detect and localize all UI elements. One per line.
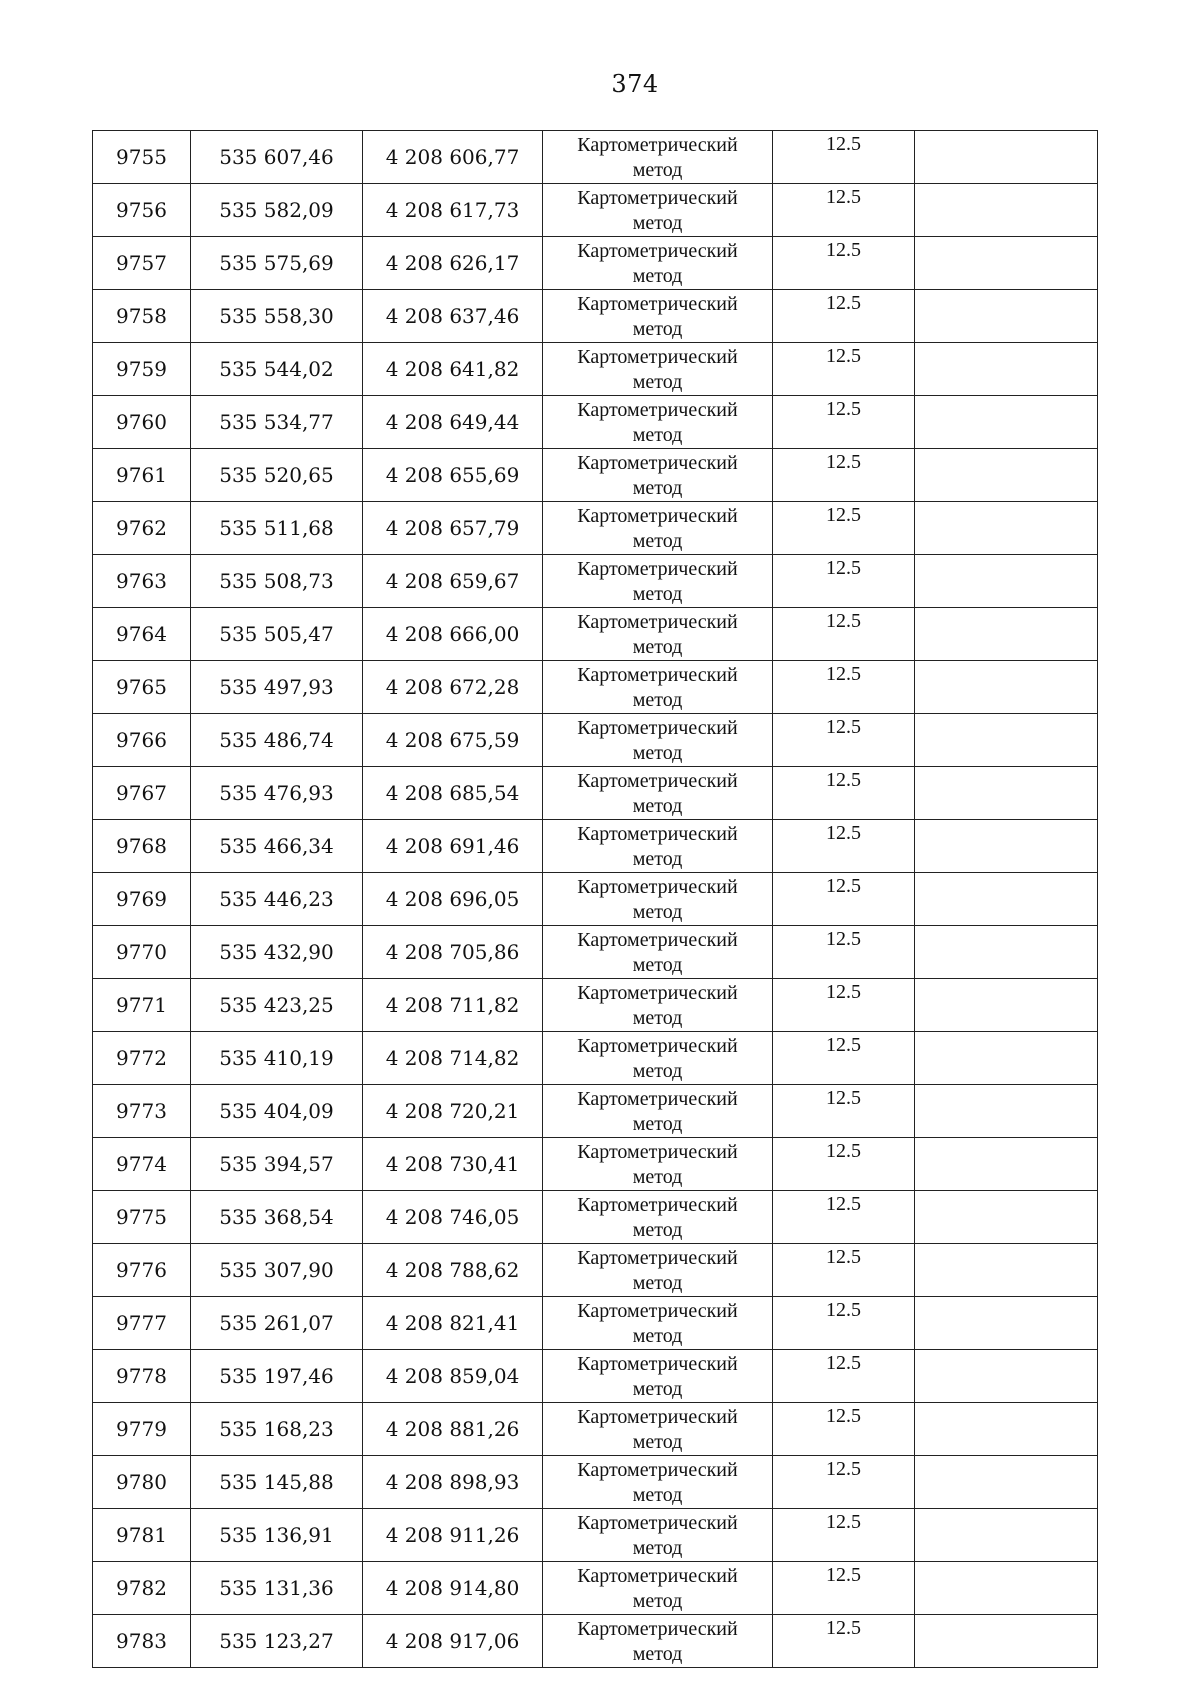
method-cell [543,237,773,290]
coordinate-x-cell: 535 544,02 [191,343,363,396]
method-line-2: метод [632,371,683,393]
method-line-2: метод [632,1590,683,1612]
method-line-2: метод [632,1378,683,1400]
method-line-1: Картометрический [577,187,738,209]
note-cell [915,979,1098,1032]
point-number-cell: 9757 [93,237,191,290]
method-line-2: метод [632,265,683,287]
accuracy-cell: 12.5 [773,1350,915,1403]
note-cell [915,1615,1098,1668]
method-cell [543,926,773,979]
note-cell [915,714,1098,767]
coordinate-x-cell: 535 486,74 [191,714,363,767]
method-cell [543,449,773,502]
table-row [93,608,1098,661]
method-cell [543,131,773,184]
method-cell [543,1085,773,1138]
note-cell [915,1509,1098,1562]
point-number-cell: 9758 [93,290,191,343]
table-row [93,1456,1098,1509]
coordinate-x-cell: 535 558,30 [191,290,363,343]
table-row [93,926,1098,979]
coordinate-x-cell: 535 505,47 [191,608,363,661]
method-line-1: Картометрический [577,240,738,262]
point-number-cell: 9781 [93,1509,191,1562]
method-line-2: метод [632,212,683,234]
method-line-1: Картометрический [577,134,738,156]
accuracy-cell: 12.5 [773,290,915,343]
method-line-2: метод [632,795,683,817]
coordinate-x-cell: 535 446,23 [191,873,363,926]
point-number-cell: 9761 [93,449,191,502]
method-line-1: Картометрический [577,982,738,1004]
coordinate-y-cell: 4 208 705,86 [363,926,543,979]
coordinate-y-cell: 4 208 714,82 [363,1032,543,1085]
coordinate-x-cell: 535 534,77 [191,396,363,449]
method-line-1: Картометрический [577,929,738,951]
coordinate-y-cell: 4 208 606,77 [363,131,543,184]
method-line-2: метод [632,689,683,711]
note-cell [915,767,1098,820]
coordinate-x-cell: 535 497,93 [191,661,363,714]
method-cell [543,1509,773,1562]
method-line-2: метод [632,1060,683,1082]
coordinate-y-cell: 4 208 675,59 [363,714,543,767]
note-cell [915,237,1098,290]
note-cell [915,926,1098,979]
method-cell [543,820,773,873]
point-number-cell: 9773 [93,1085,191,1138]
accuracy-cell: 12.5 [773,979,915,1032]
method-line-1: Картометрический [577,717,738,739]
method-line-1: Картометрический [577,1406,738,1428]
note-cell [915,873,1098,926]
note-cell [915,1191,1098,1244]
method-line-2: метод [632,636,683,658]
table-row [93,1297,1098,1350]
coordinate-x-cell: 535 145,88 [191,1456,363,1509]
accuracy-cell: 12.5 [773,1297,915,1350]
point-number-cell: 9782 [93,1562,191,1615]
coordinate-y-cell: 4 208 666,00 [363,608,543,661]
point-number-cell: 9783 [93,1615,191,1668]
coordinate-y-cell: 4 208 898,93 [363,1456,543,1509]
point-number-cell: 9768 [93,820,191,873]
coordinate-y-cell: 4 208 881,26 [363,1403,543,1456]
point-number-cell: 9771 [93,979,191,1032]
note-cell [915,555,1098,608]
table-row [93,1403,1098,1456]
accuracy-cell: 12.5 [773,449,915,502]
point-number-cell: 9780 [93,1456,191,1509]
method-cell [543,1138,773,1191]
method-cell [543,184,773,237]
accuracy-cell: 12.5 [773,767,915,820]
note-cell [915,396,1098,449]
table-row [93,237,1098,290]
point-number-cell: 9778 [93,1350,191,1403]
method-cell [543,1297,773,1350]
note-cell [915,502,1098,555]
method-line-1: Картометрический [577,1618,738,1640]
coordinate-x-cell: 535 197,46 [191,1350,363,1403]
coordinate-y-cell: 4 208 672,28 [363,661,543,714]
method-cell [543,767,773,820]
accuracy-cell: 12.5 [773,820,915,873]
note-cell [915,1032,1098,1085]
table-row [93,555,1098,608]
coordinate-y-cell: 4 208 720,21 [363,1085,543,1138]
point-number-cell: 9759 [93,343,191,396]
method-line-2: метод [632,848,683,870]
table-row [93,1509,1098,1562]
note-cell [915,1456,1098,1509]
note-cell [915,131,1098,184]
coordinate-y-cell: 4 208 914,80 [363,1562,543,1615]
coordinate-x-cell: 535 607,46 [191,131,363,184]
method-cell [543,979,773,1032]
coordinate-y-cell: 4 208 917,06 [363,1615,543,1668]
coordinate-x-cell: 535 476,93 [191,767,363,820]
method-line-1: Картометрический [577,1247,738,1269]
point-number-cell: 9772 [93,1032,191,1085]
method-line-1: Картометрический [577,558,738,580]
accuracy-cell: 12.5 [773,1138,915,1191]
method-cell [543,608,773,661]
table-row [93,396,1098,449]
accuracy-cell: 12.5 [773,131,915,184]
accuracy-cell: 12.5 [773,1456,915,1509]
method-line-2: метод [632,159,683,181]
method-line-1: Картометрический [577,664,738,686]
method-line-2: метод [632,1484,683,1506]
coordinate-y-cell: 4 208 859,04 [363,1350,543,1403]
method-cell [543,502,773,555]
method-line-2: метод [632,1007,683,1029]
point-number-cell: 9756 [93,184,191,237]
accuracy-cell: 12.5 [773,926,915,979]
accuracy-cell: 12.5 [773,555,915,608]
note-cell [915,343,1098,396]
accuracy-cell: 12.5 [773,1085,915,1138]
coordinate-y-cell: 4 208 788,62 [363,1244,543,1297]
accuracy-cell: 12.5 [773,502,915,555]
method-line-2: метод [632,742,683,764]
table-row [93,131,1098,184]
point-number-cell: 9779 [93,1403,191,1456]
table-row [93,343,1098,396]
coordinate-y-cell: 4 208 655,69 [363,449,543,502]
table-body [93,131,1098,1668]
coordinate-y-cell: 4 208 730,41 [363,1138,543,1191]
method-cell [543,555,773,608]
method-line-1: Картометрический [577,1512,738,1534]
note-cell [915,1562,1098,1615]
table-row [93,1032,1098,1085]
method-line-1: Картометрический [577,1035,738,1057]
table-row [93,820,1098,873]
method-line-2: метод [632,1643,683,1665]
table-row [93,1350,1098,1403]
table-row [93,1244,1098,1297]
coordinate-y-cell: 4 208 711,82 [363,979,543,1032]
method-line-2: метод [632,954,683,976]
coordinate-x-cell: 535 123,27 [191,1615,363,1668]
accuracy-cell: 12.5 [773,237,915,290]
coordinate-x-cell: 535 136,91 [191,1509,363,1562]
coordinate-x-cell: 535 466,34 [191,820,363,873]
coordinate-x-cell: 535 432,90 [191,926,363,979]
method-line-1: Картометрический [577,399,738,421]
table-row [93,1085,1098,1138]
point-number-cell: 9760 [93,396,191,449]
point-number-cell: 9762 [93,502,191,555]
method-line-2: метод [632,477,683,499]
accuracy-cell: 12.5 [773,1509,915,1562]
point-number-cell: 9770 [93,926,191,979]
coordinate-x-cell: 535 131,36 [191,1562,363,1615]
note-cell [915,1085,1098,1138]
note-cell [915,1403,1098,1456]
note-cell [915,661,1098,714]
coordinates-table [92,130,1098,1668]
table-row [93,449,1098,502]
accuracy-cell: 12.5 [773,184,915,237]
method-line-1: Картометрический [577,346,738,368]
method-line-1: Картометрический [577,823,738,845]
coordinate-x-cell: 535 511,68 [191,502,363,555]
coordinate-x-cell: 535 520,65 [191,449,363,502]
point-number-cell: 9765 [93,661,191,714]
coordinate-x-cell: 535 508,73 [191,555,363,608]
table-row [93,1191,1098,1244]
coordinate-x-cell: 535 410,19 [191,1032,363,1085]
note-cell [915,1350,1098,1403]
method-line-1: Картометрический [577,505,738,527]
coordinate-x-cell: 535 261,07 [191,1297,363,1350]
coordinate-y-cell: 4 208 691,46 [363,820,543,873]
point-number-cell: 9769 [93,873,191,926]
method-cell [543,1456,773,1509]
method-line-2: метод [632,530,683,552]
table-row [93,502,1098,555]
coordinate-y-cell: 4 208 821,41 [363,1297,543,1350]
note-cell [915,820,1098,873]
coordinate-x-cell: 535 307,90 [191,1244,363,1297]
coordinate-x-cell: 535 394,57 [191,1138,363,1191]
coordinate-y-cell: 4 208 911,26 [363,1509,543,1562]
note-cell [915,1244,1098,1297]
method-line-2: метод [632,1431,683,1453]
method-line-1: Картометрический [577,1565,738,1587]
coordinate-y-cell: 4 208 659,67 [363,555,543,608]
coordinate-y-cell: 4 208 637,46 [363,290,543,343]
method-cell [543,1244,773,1297]
table-row [93,184,1098,237]
point-number-cell: 9764 [93,608,191,661]
accuracy-cell: 12.5 [773,343,915,396]
point-number-cell: 9767 [93,767,191,820]
coordinate-y-cell: 4 208 696,05 [363,873,543,926]
table-row [93,1615,1098,1668]
method-cell [543,714,773,767]
method-cell [543,1403,773,1456]
method-line-2: метод [632,424,683,446]
note-cell [915,449,1098,502]
method-cell [543,1191,773,1244]
table-row [93,714,1098,767]
coordinate-y-cell: 4 208 641,82 [363,343,543,396]
method-line-2: метод [632,1537,683,1559]
method-line-2: метод [632,1166,683,1188]
method-line-1: Картометрический [577,770,738,792]
coordinate-y-cell: 4 208 685,54 [363,767,543,820]
method-line-2: метод [632,1272,683,1294]
note-cell [915,1138,1098,1191]
table-row [93,979,1098,1032]
coordinate-x-cell: 535 168,23 [191,1403,363,1456]
coordinate-y-cell: 4 208 657,79 [363,502,543,555]
coordinate-x-cell: 535 575,69 [191,237,363,290]
method-line-1: Картометрический [577,293,738,315]
method-line-2: метод [632,901,683,923]
coordinate-x-cell: 535 368,54 [191,1191,363,1244]
point-number-cell: 9775 [93,1191,191,1244]
coordinate-x-cell: 535 423,25 [191,979,363,1032]
method-line-1: Картометрический [577,1353,738,1375]
method-line-1: Картометрический [577,1088,738,1110]
accuracy-cell: 12.5 [773,608,915,661]
method-line-2: метод [632,1113,683,1135]
point-number-cell: 9763 [93,555,191,608]
accuracy-cell: 12.5 [773,1615,915,1668]
table-row [93,873,1098,926]
coordinate-x-cell: 535 582,09 [191,184,363,237]
coordinate-y-cell: 4 208 626,17 [363,237,543,290]
accuracy-cell: 12.5 [773,1191,915,1244]
point-number-cell: 9766 [93,714,191,767]
method-cell [543,1562,773,1615]
coordinate-y-cell: 4 208 617,73 [363,184,543,237]
point-number-cell: 9776 [93,1244,191,1297]
accuracy-cell: 12.5 [773,1403,915,1456]
note-cell [915,1297,1098,1350]
accuracy-cell: 12.5 [773,1244,915,1297]
page-number: 374 [611,70,659,98]
method-cell [543,396,773,449]
accuracy-cell: 12.5 [773,1032,915,1085]
method-cell [543,1032,773,1085]
method-line-1: Картометрический [577,611,738,633]
method-cell [543,1615,773,1668]
coordinate-x-cell: 535 404,09 [191,1085,363,1138]
coordinate-y-cell: 4 208 649,44 [363,396,543,449]
accuracy-cell: 12.5 [773,714,915,767]
method-line-2: метод [632,583,683,605]
method-line-1: Картометрический [577,1459,738,1481]
table-row [93,1138,1098,1191]
table-row [93,290,1098,343]
point-number-cell: 9755 [93,131,191,184]
note-cell [915,608,1098,661]
table-row [93,661,1098,714]
method-cell [543,290,773,343]
method-line-1: Картометрический [577,452,738,474]
accuracy-cell: 12.5 [773,1562,915,1615]
method-line-2: метод [632,318,683,340]
method-line-2: метод [632,1325,683,1347]
table-row [93,767,1098,820]
method-cell [543,343,773,396]
table-row [93,1562,1098,1615]
method-line-1: Картометрический [577,1194,738,1216]
accuracy-cell: 12.5 [773,873,915,926]
accuracy-cell: 12.5 [773,661,915,714]
method-cell [543,1350,773,1403]
coordinate-y-cell: 4 208 746,05 [363,1191,543,1244]
method-cell [543,873,773,926]
point-number-cell: 9777 [93,1297,191,1350]
note-cell [915,290,1098,343]
method-line-1: Картометрический [577,1300,738,1322]
accuracy-cell: 12.5 [773,396,915,449]
method-line-2: метод [632,1219,683,1241]
method-line-1: Картометрический [577,1141,738,1163]
method-line-1: Картометрический [577,876,738,898]
note-cell [915,184,1098,237]
point-number-cell: 9774 [93,1138,191,1191]
method-cell [543,661,773,714]
